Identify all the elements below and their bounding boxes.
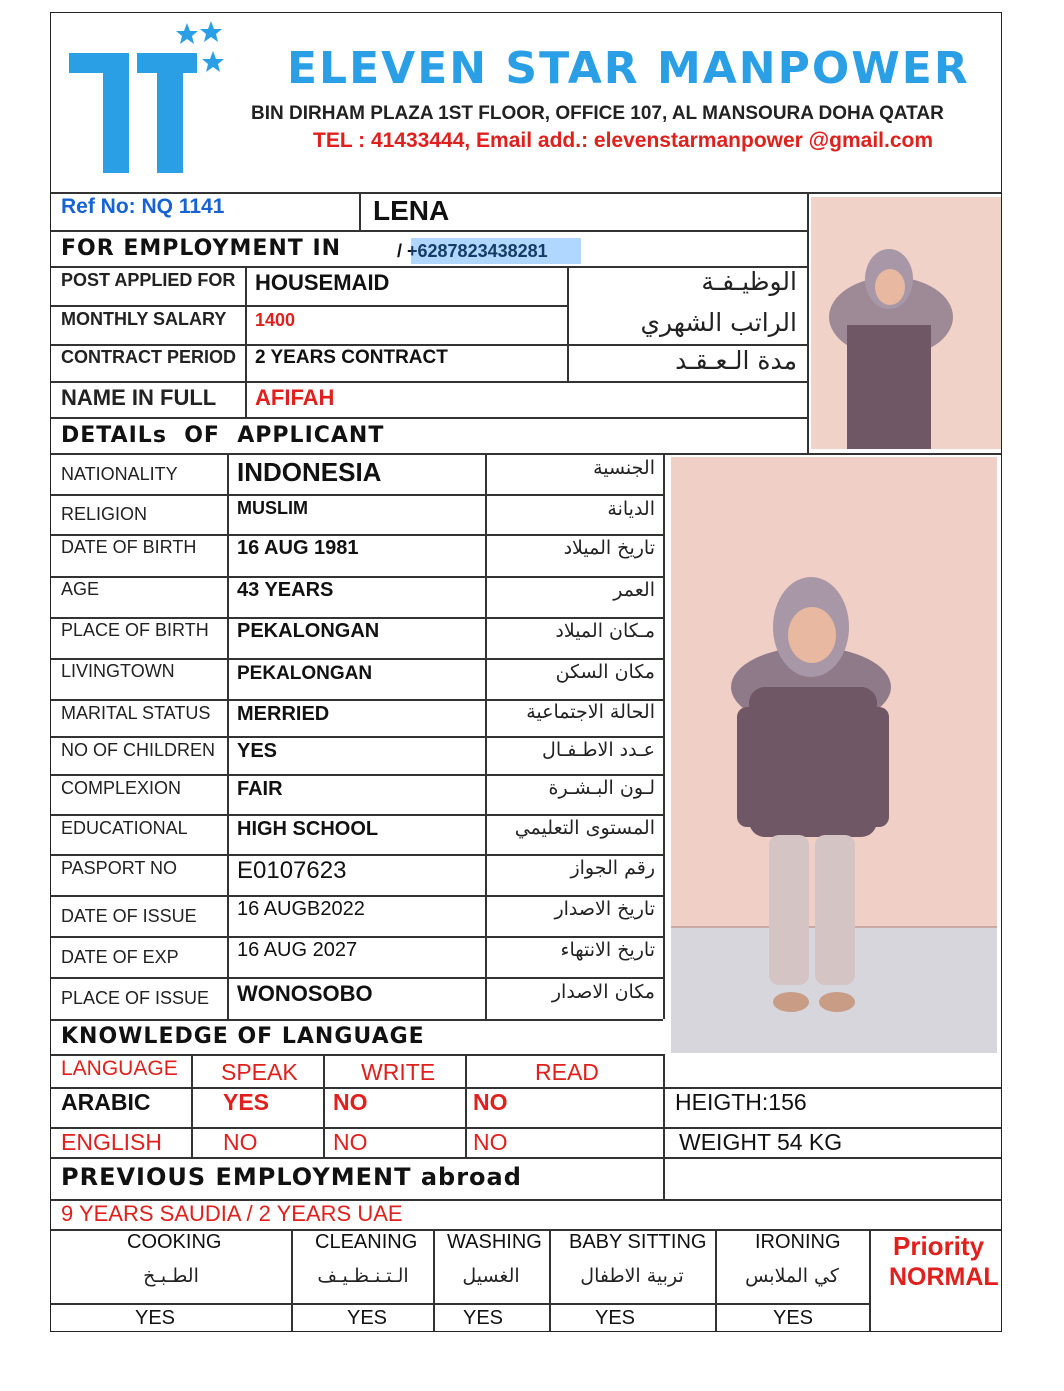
contract-label: CONTRACT PERIOD: [61, 347, 236, 367]
detail-value: 43 YEARS: [237, 579, 334, 601]
skill-ar: الـتـنـظـيـف: [317, 1265, 409, 1287]
detail-label: MARITAL STATUS: [61, 703, 211, 723]
previous-detail: 9 YEARS SAUDIA / 2 YEARS UAE: [61, 1201, 403, 1226]
post-label: POST APPLIED FOR: [61, 270, 236, 290]
detail-value: WONOSOBO: [237, 981, 373, 1006]
detail-arabic: عـدد الاطـفـال: [542, 739, 655, 761]
skill-value: YES: [595, 1307, 636, 1329]
detail-label: NO OF CHILDREN: [61, 740, 216, 760]
detail-value: MUSLIM: [237, 498, 308, 518]
lang-row-speak: YES: [223, 1089, 270, 1115]
skill-value: YES: [463, 1307, 504, 1329]
detail-value: PEKALONGAN: [237, 620, 380, 642]
detail-arabic: العمر: [613, 579, 655, 601]
salary-arabic: الراتب الشهري: [640, 308, 797, 337]
detail-label: PASPORT NO: [61, 858, 178, 878]
skill-ar: الغسيل: [462, 1265, 520, 1287]
lang-row-read: NO: [473, 1129, 508, 1155]
detail-label: NATIONALITY: [61, 464, 178, 484]
detail-value: 16 AUG 2027: [237, 939, 358, 961]
detail-arabic: المستوى التعليمي: [514, 817, 655, 839]
detail-value: HIGH SCHOOL: [237, 818, 379, 840]
detail-arabic: تاريخ الانتهاء: [560, 939, 655, 961]
skill-ar: تربية الاطفال: [580, 1265, 684, 1287]
detail-value: 16 AUG 1981: [237, 537, 359, 559]
detail-arabic: لـون البـشـرة: [548, 777, 655, 799]
fullname-label: NAME IN FULL: [61, 385, 217, 410]
lang-row-speak: NO: [223, 1129, 258, 1155]
skill-en: IRONING: [755, 1231, 841, 1253]
applicant-photo-full: [671, 457, 997, 1053]
lang-row-name: ENGLISH: [61, 1129, 162, 1155]
company-address: BIN DIRHAM PLAZA 1ST FLOOR, OFFICE 107, AL MANSOURA DOHA QATAR: [251, 103, 944, 124]
detail-value: FAIR: [237, 778, 283, 800]
lang-row-read: NO: [473, 1089, 508, 1115]
detail-value: E0107623: [237, 857, 347, 884]
lang-header-write: WRITE: [361, 1059, 436, 1085]
contract-arabic: مدة الـعـقـد: [675, 346, 797, 375]
skill-ar: الطـبـخ: [143, 1265, 199, 1287]
salary-label: MONTHLY SALARY: [61, 309, 227, 329]
detail-arabic: تاريخ الاصدار: [554, 898, 655, 920]
detail-arabic: الحالة الاجتماعية: [526, 701, 655, 723]
details-heading: DETAILs OF APPLICANT: [61, 423, 385, 448]
detail-arabic: مكان السكن: [555, 661, 655, 683]
priority-value: NORMAL: [889, 1263, 999, 1291]
applicant-photo-small: [811, 197, 1001, 449]
previous-heading: PREVIOUS EMPLOYMENT abroad: [61, 1163, 522, 1191]
detail-label: PLACE OF BIRTH: [61, 620, 209, 640]
detail-label: PLACE OF ISSUE: [61, 988, 210, 1008]
cv-sheet: [50, 12, 1002, 1332]
detail-arabic: مـكان الميلاد: [555, 620, 655, 642]
candidate-code-name: LENA: [373, 195, 450, 226]
weight-value: WEIGHT 54 KG: [679, 1129, 843, 1155]
detail-arabic: رقم الجواز: [570, 857, 655, 879]
employment-heading: FOR EMPLOYMENT IN: [61, 236, 342, 261]
ref-number: Ref No: NQ 1141: [61, 195, 225, 218]
skill-en: BABY SITTING: [569, 1231, 707, 1253]
detail-label: RELIGION: [61, 504, 148, 524]
detail-arabic: الديانة: [607, 498, 655, 520]
height-value: HEIGTH:156: [675, 1089, 807, 1115]
skill-ar: كي الملابس: [745, 1265, 839, 1287]
lang-row-write: NO: [333, 1129, 368, 1155]
skill-en: CLEANING: [315, 1231, 418, 1253]
detail-value: MERRIED: [237, 703, 330, 725]
company-contact: TEL : 41433444, Email add.: elevenstarmanpower @gmail.com: [313, 129, 934, 152]
detail-label: AGE: [61, 579, 100, 599]
detail-arabic: مكان الاصدار: [551, 981, 655, 1003]
lang-row-write: NO: [333, 1089, 368, 1115]
detail-value: INDONESIA: [237, 457, 382, 487]
detail-value: YES: [237, 740, 278, 762]
phone-highlight: [411, 238, 581, 264]
post-value: HOUSEMAID: [255, 270, 390, 295]
skill-en: COOKING: [127, 1231, 222, 1253]
detail-value: PEKALONGAN: [237, 663, 373, 684]
detail-label: DATE OF EXP: [61, 947, 179, 967]
contract-value: 2 YEARS CONTRACT: [255, 347, 448, 368]
language-heading: KNOWLEDGE OF LANGUAGE: [61, 1024, 425, 1049]
detail-arabic: الجنسية: [593, 457, 655, 479]
phone-number: / +6287823438281: [397, 241, 548, 261]
detail-label: EDUCATIONAL: [61, 818, 188, 838]
detail-label: DATE OF BIRTH: [61, 537, 197, 557]
post-arabic: الوظيـفـة: [701, 267, 797, 296]
lang-header-read: READ: [535, 1059, 599, 1085]
detail-value: 16 AUGB2022: [237, 898, 365, 920]
detail-label: COMPLEXION: [61, 778, 182, 798]
priority-label: Priority: [893, 1231, 985, 1261]
lang-header-language: LANGUAGE: [61, 1057, 178, 1080]
salary-value: 1400: [255, 310, 296, 330]
detail-label: LIVINGTOWN: [61, 661, 175, 681]
company-name: ELEVEN STAR MANPOWER: [287, 43, 970, 94]
detail-arabic: تاريخ الميلاد: [563, 537, 655, 559]
fullname-value: AFIFAH: [255, 385, 335, 410]
company-logo: [59, 21, 235, 181]
detail-label: DATE OF ISSUE: [61, 906, 197, 926]
skill-en: WASHING: [447, 1231, 542, 1253]
skill-value: YES: [347, 1307, 388, 1329]
lang-row-name: ARABIC: [61, 1089, 151, 1115]
skill-value: YES: [773, 1307, 814, 1329]
lang-header-speak: SPEAK: [221, 1059, 298, 1085]
skill-value: YES: [135, 1307, 176, 1329]
